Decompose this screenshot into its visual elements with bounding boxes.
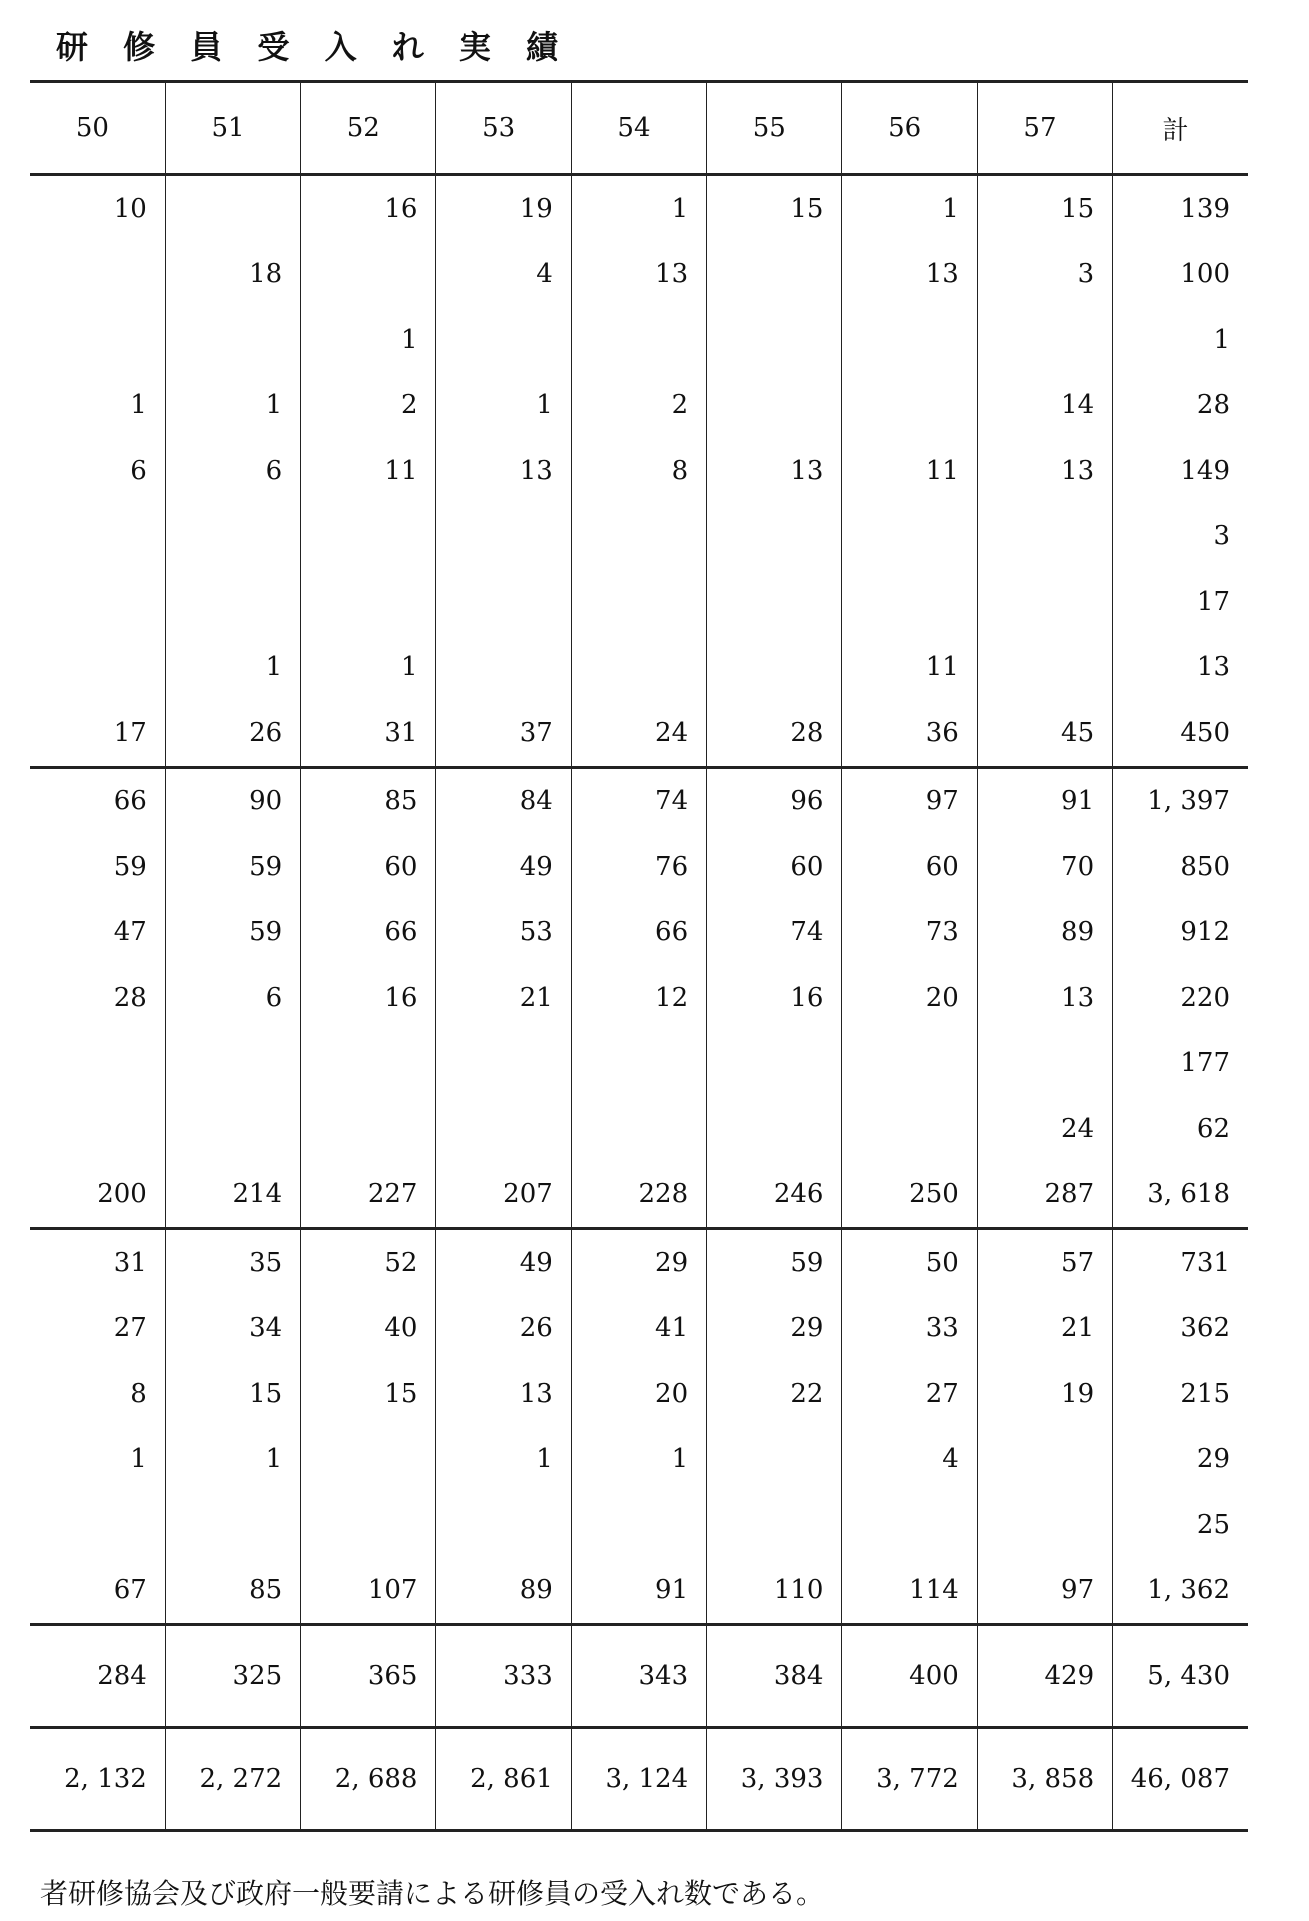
row-group [30, 767, 1248, 1229]
trainee-acceptance-table [30, 80, 1248, 1832]
table-cell: 90 [165, 767, 300, 834]
table-row [30, 1625, 1248, 1728]
table-cell: 35 [165, 1229, 300, 1296]
column-header: 57 [977, 82, 1112, 175]
table-cell: 96 [707, 767, 842, 834]
table-cell: 3 [977, 242, 1112, 308]
table-cell: 207 [436, 1162, 571, 1229]
table-cell [301, 1031, 436, 1097]
table-cell [30, 1096, 165, 1162]
table-cell: 2, 688 [301, 1728, 436, 1831]
table-cell: 177 [1113, 1031, 1248, 1097]
table-cell [842, 373, 977, 439]
table-cell [301, 504, 436, 570]
table-cell: 59 [165, 900, 300, 966]
table-cell [30, 569, 165, 635]
table-cell: 25 [1113, 1492, 1248, 1558]
table-row [30, 700, 1248, 767]
table-cell: 97 [842, 767, 977, 834]
table-cell: 114 [842, 1558, 977, 1625]
table-cell: 1 [165, 635, 300, 701]
table-cell: 284 [30, 1625, 165, 1728]
table-cell: 29 [1113, 1427, 1248, 1493]
table-cell: 27 [842, 1361, 977, 1427]
table-cell: 2 [301, 373, 436, 439]
table-cell: 200 [97, 1179, 147, 1210]
table-cell: 28 [113, 982, 147, 1013]
column-header: 56 [842, 82, 977, 175]
table-cell: 400 [842, 1625, 977, 1728]
table-cell: 33 [842, 1296, 977, 1362]
table-cell: 384 [707, 1625, 842, 1728]
table-cell: 11 [842, 438, 977, 504]
table-cell: 49 [436, 834, 571, 900]
table-cell: 27 [113, 1313, 147, 1344]
table-row [30, 900, 1248, 966]
table-cell: 1 [571, 1427, 706, 1493]
table-cell: 2, 272 [165, 1728, 300, 1831]
table-cell: 5, 430 [1113, 1625, 1248, 1728]
table-cell: 16 [707, 965, 842, 1031]
table-cell: 47 [113, 917, 147, 948]
table-cell [30, 307, 165, 373]
table-row [30, 1492, 1248, 1558]
table-cell [707, 242, 842, 308]
column-header: 53 [436, 82, 571, 175]
table-cell [977, 504, 1112, 570]
table-cell: 41 [571, 1296, 706, 1362]
table-cell [571, 635, 706, 701]
table-cell: 4 [842, 1427, 977, 1493]
table-cell: 52 [301, 1229, 436, 1296]
table-cell: 3, 618 [1113, 1162, 1248, 1229]
summary-rows [30, 1625, 1248, 1831]
table-cell: 343 [571, 1625, 706, 1728]
table-cell [436, 504, 571, 570]
table-cell [842, 1492, 977, 1558]
table-cell [977, 1031, 1112, 1097]
table-cell: 1 [436, 373, 571, 439]
table-cell: 362 [1113, 1296, 1248, 1362]
table-cell: 17 [1113, 569, 1248, 635]
table-cell: 12 [571, 965, 706, 1031]
table-cell: 100 [1113, 242, 1248, 308]
table-cell [30, 1492, 165, 1558]
table-cell: 15 [707, 175, 842, 242]
table-cell: 11 [301, 438, 436, 504]
table-cell: 45 [977, 700, 1112, 767]
table-cell [707, 1031, 842, 1097]
table-cell [165, 307, 300, 373]
table-cell: 1 [301, 307, 436, 373]
table-cell: 85 [165, 1558, 300, 1625]
table-cell: 1 [1113, 307, 1248, 373]
table-cell [842, 504, 977, 570]
table-row [30, 307, 1248, 373]
table-row [30, 438, 1248, 504]
table-cell: 49 [436, 1229, 571, 1296]
table-cell [707, 635, 842, 701]
table-cell: 13 [977, 965, 1112, 1031]
table-cell: 60 [842, 834, 977, 900]
table-cell: 59 [165, 834, 300, 900]
table-cell: 19 [436, 175, 571, 242]
table-cell: 84 [436, 767, 571, 834]
table-cell [842, 1031, 977, 1097]
table-cell [436, 1492, 571, 1558]
table-row [30, 504, 1248, 570]
table-cell [571, 1492, 706, 1558]
table-cell: 18 [165, 242, 300, 308]
table-cell [165, 1096, 300, 1162]
table-row [30, 1162, 1248, 1229]
table-cell: 16 [301, 175, 436, 242]
table-cell: 214 [165, 1162, 300, 1229]
table-cell: 6 [165, 438, 300, 504]
table-cell: 76 [571, 834, 706, 900]
page-title: 研 修 員 受 入 れ 実 績 [56, 28, 570, 66]
table-cell: 60 [301, 834, 436, 900]
table-cell: 28 [1113, 373, 1248, 439]
table-cell: 13 [436, 438, 571, 504]
table-cell [30, 635, 165, 701]
table-cell [977, 635, 1112, 701]
table-cell: 149 [1113, 438, 1248, 504]
table-row [30, 1031, 1248, 1097]
table-cell: 731 [1113, 1229, 1248, 1296]
table-cell: 429 [977, 1625, 1112, 1728]
table-cell: 91 [571, 1558, 706, 1625]
table-cell: 450 [1113, 700, 1248, 767]
table-cell: 6 [130, 455, 147, 486]
table-cell: 97 [977, 1558, 1112, 1625]
table-cell: 29 [571, 1229, 706, 1296]
table-cell: 110 [707, 1558, 842, 1625]
table-cell: 59 [707, 1229, 842, 1296]
table-cell [571, 1096, 706, 1162]
table-cell [30, 242, 165, 308]
table-cell [977, 1427, 1112, 1493]
table-cell: 24 [571, 700, 706, 767]
table-cell: 59 [113, 851, 147, 882]
table-cell: 37 [436, 700, 571, 767]
table-cell [301, 242, 436, 308]
table-row [30, 1427, 1248, 1493]
table-cell: 10 [113, 193, 147, 224]
table-cell: 28 [707, 700, 842, 767]
table-cell: 15 [165, 1361, 300, 1427]
table-cell: 14 [977, 373, 1112, 439]
table-cell: 36 [842, 700, 977, 767]
table-cell: 15 [977, 175, 1112, 242]
table-cell: 3, 124 [571, 1728, 706, 1831]
table-cell [707, 1492, 842, 1558]
table-cell [571, 569, 706, 635]
table-cell: 250 [842, 1162, 977, 1229]
column-header: 51 [165, 82, 300, 175]
table-cell [165, 175, 300, 242]
table-cell: 74 [707, 900, 842, 966]
table-cell: 57 [977, 1229, 1112, 1296]
table-cell [301, 1492, 436, 1558]
table-cell [707, 504, 842, 570]
table-cell: 46, 087 [1113, 1728, 1248, 1831]
table-cell: 40 [301, 1296, 436, 1362]
table-cell [842, 307, 977, 373]
table-cell: 26 [165, 700, 300, 767]
table-cell: 26 [436, 1296, 571, 1362]
table-cell [977, 569, 1112, 635]
table-cell [707, 307, 842, 373]
table-cell [165, 1031, 300, 1097]
table-row [30, 373, 1248, 439]
table-cell: 1 [130, 390, 147, 421]
table-cell: 2, 132 [30, 1728, 165, 1831]
table-cell [165, 504, 300, 570]
table-cell: 850 [1113, 834, 1248, 900]
table-cell: 53 [436, 900, 571, 966]
table-cell [707, 373, 842, 439]
table-cell [977, 1492, 1112, 1558]
table-cell: 13 [977, 438, 1112, 504]
table-cell: 66 [301, 900, 436, 966]
table-cell: 3, 858 [977, 1728, 1112, 1831]
table-cell: 17 [113, 717, 147, 748]
table-cell: 228 [571, 1162, 706, 1229]
table-cell [301, 1096, 436, 1162]
table-cell: 34 [165, 1296, 300, 1362]
table-cell: 8 [571, 438, 706, 504]
table-cell [301, 1427, 436, 1493]
table-cell [165, 1492, 300, 1558]
table-cell [165, 569, 300, 635]
footnote: 者研修協会及び政府一般要請による研修員の受入れ数である。 [40, 1877, 825, 1910]
table-cell: 1 [571, 175, 706, 242]
table-row [30, 965, 1248, 1031]
column-header: 50 [75, 113, 109, 143]
table-cell: 1 [842, 175, 977, 242]
table-cell [707, 569, 842, 635]
table-cell: 66 [571, 900, 706, 966]
table-cell: 139 [1113, 175, 1248, 242]
table-cell: 15 [301, 1361, 436, 1427]
table-cell: 2 [571, 373, 706, 439]
table-cell [571, 504, 706, 570]
table-cell: 21 [436, 965, 571, 1031]
table-row [30, 175, 1248, 242]
table-row [30, 569, 1248, 635]
table-cell: 13 [842, 242, 977, 308]
table-cell: 13 [1113, 635, 1248, 701]
table-cell: 24 [977, 1096, 1112, 1162]
table-cell: 2, 861 [436, 1728, 571, 1831]
table-cell: 1 [301, 635, 436, 701]
table-cell: 1 [165, 373, 300, 439]
table-cell: 8 [130, 1378, 147, 1409]
table-cell: 60 [707, 834, 842, 900]
table-cell: 227 [301, 1162, 436, 1229]
table-cell: 13 [707, 438, 842, 504]
table-cell [842, 1096, 977, 1162]
table-cell: 50 [842, 1229, 977, 1296]
table-cell [436, 1031, 571, 1097]
table-row [30, 1296, 1248, 1362]
table-cell [571, 1031, 706, 1097]
table-cell: 3, 772 [842, 1728, 977, 1831]
table-cell: 66 [30, 767, 165, 834]
table-cell [571, 307, 706, 373]
column-header: 計 [1113, 82, 1248, 175]
table-cell: 6 [165, 965, 300, 1031]
table-cell: 29 [707, 1296, 842, 1362]
table-cell: 333 [436, 1625, 571, 1728]
table-cell [842, 569, 977, 635]
table-cell [30, 504, 165, 570]
table-row [30, 767, 1248, 834]
table-cell [436, 569, 571, 635]
table-row [30, 635, 1248, 701]
table-cell: 1, 362 [1113, 1558, 1248, 1625]
table-header [30, 82, 1248, 175]
table-cell: 287 [977, 1162, 1112, 1229]
table-cell [436, 1096, 571, 1162]
table-row [30, 834, 1248, 900]
table-cell: 1, 397 [1113, 767, 1248, 834]
table-cell: 70 [977, 834, 1112, 900]
table-row [30, 1361, 1248, 1427]
table-cell: 246 [707, 1162, 842, 1229]
row-group [30, 175, 1248, 768]
table-cell: 11 [842, 635, 977, 701]
table-cell: 21 [977, 1296, 1112, 1362]
table-cell: 107 [301, 1558, 436, 1625]
table-cell: 89 [436, 1558, 571, 1625]
table-cell: 20 [571, 1361, 706, 1427]
table-cell: 3, 393 [707, 1728, 842, 1831]
column-header: 54 [571, 82, 706, 175]
table-cell [707, 1096, 842, 1162]
table-cell: 62 [1113, 1096, 1248, 1162]
table-cell: 85 [301, 767, 436, 834]
table-row [30, 1229, 1248, 1296]
table-cell: 22 [707, 1361, 842, 1427]
table-cell: 3 [1113, 504, 1248, 570]
table-row [30, 1096, 1248, 1162]
table-cell: 912 [1113, 900, 1248, 966]
table-cell [301, 569, 436, 635]
table-cell: 20 [842, 965, 977, 1031]
table-row [30, 242, 1248, 308]
table-cell [436, 307, 571, 373]
table-cell: 73 [842, 900, 977, 966]
table-cell: 215 [1113, 1361, 1248, 1427]
table-cell: 1 [130, 1444, 147, 1475]
table-row [30, 1558, 1248, 1625]
table-cell: 89 [977, 900, 1112, 966]
table-cell: 74 [571, 767, 706, 834]
table-cell: 13 [571, 242, 706, 308]
table-cell: 325 [165, 1625, 300, 1728]
table-cell [436, 635, 571, 701]
table-cell: 91 [977, 767, 1112, 834]
table-cell: 31 [301, 700, 436, 767]
table-cell: 67 [113, 1575, 147, 1606]
table-cell: 16 [301, 965, 436, 1031]
header-row [30, 82, 1248, 175]
table-cell [707, 1427, 842, 1493]
table-cell: 1 [436, 1427, 571, 1493]
table-cell [977, 307, 1112, 373]
table-row [30, 1728, 1248, 1831]
column-header: 52 [301, 82, 436, 175]
table-cell [30, 1031, 165, 1097]
table-cell: 4 [436, 242, 571, 308]
table-cell: 220 [1113, 965, 1248, 1031]
row-group [30, 1229, 1248, 1625]
table-cell: 1 [165, 1427, 300, 1493]
table-cell: 19 [977, 1361, 1112, 1427]
column-header: 55 [707, 82, 842, 175]
table-cell: 13 [436, 1361, 571, 1427]
table-cell: 31 [30, 1229, 165, 1296]
table-cell: 365 [301, 1625, 436, 1728]
